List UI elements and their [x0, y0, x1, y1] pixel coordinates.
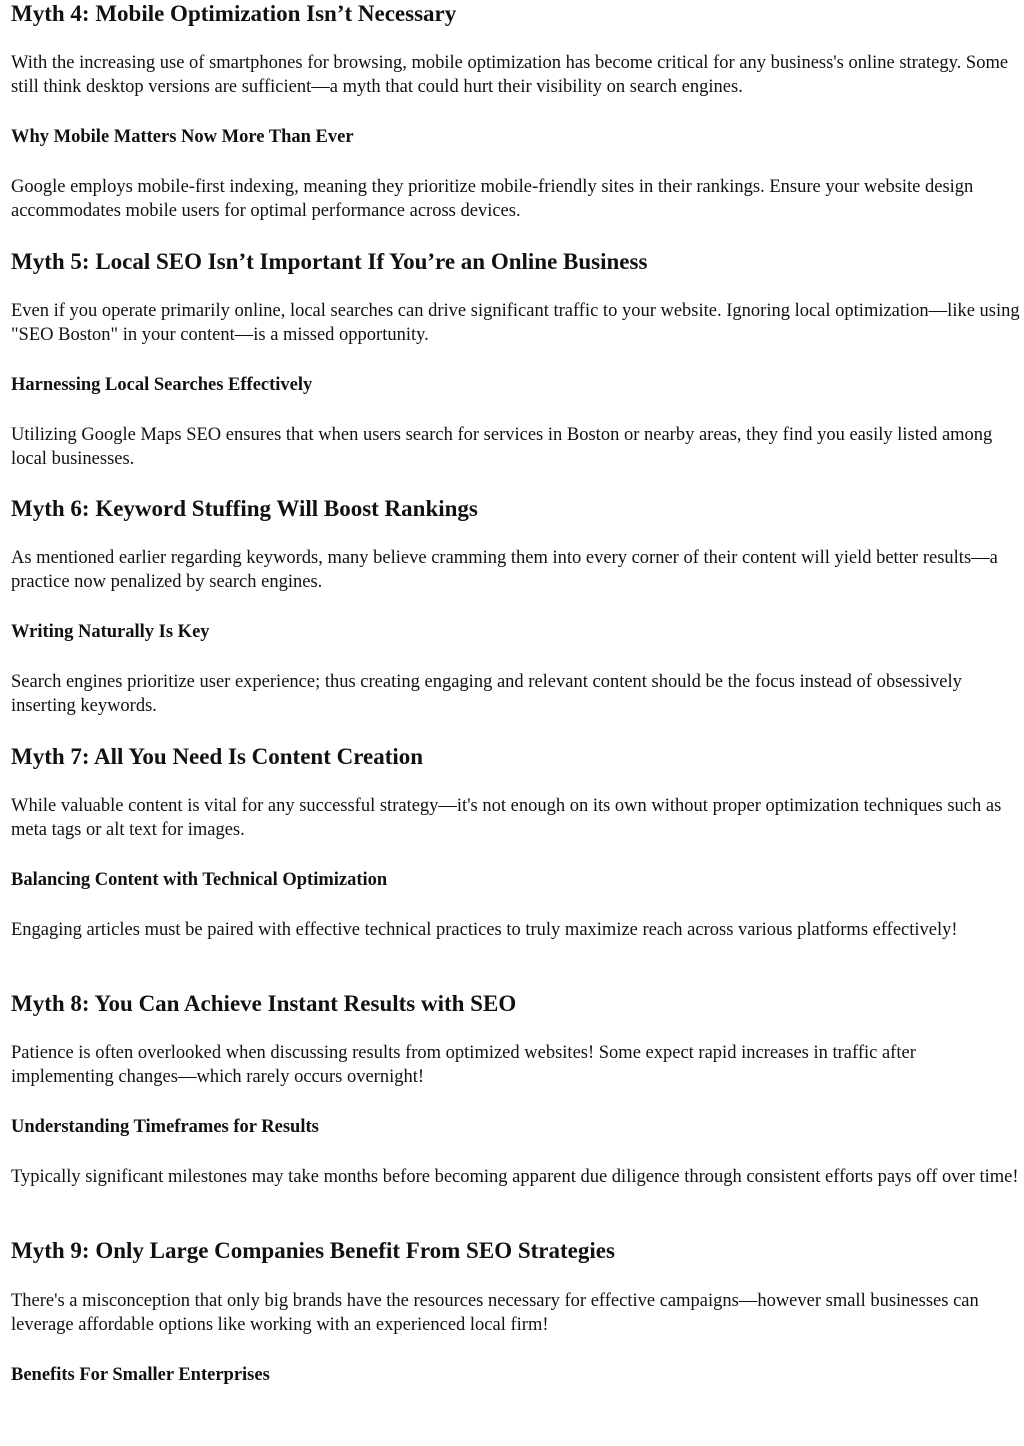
paragraph: There's a misconception that only big brands have the resources necessary for effective campaigns—however small businesses can leverage affordable options like working with an experienced local firm! — [11, 1291, 979, 1335]
section-heading: Myth 6: Keyword Stuffing Will Boost Rankings — [11, 496, 478, 521]
paragraph: Even if you operate primarily online, local searches can drive significant traffic to your website. Ignoring local optimization—like using "SEO Boston" in your content—is a missed opportunity. — [11, 301, 1020, 345]
subsection-heading: Harnessing Local Searches Effectively — [11, 375, 313, 395]
paragraph: Google employs mobile-first indexing, meaning they prioritize mobile-friendly sites in their rankings. Ensure your website design accommodates mobile users for optimal performance across devices. — [11, 177, 974, 221]
section-heading: Myth 7: All You Need Is Content Creation — [11, 744, 424, 769]
paragraph: Search engines prioritize user experience; thus creating engaging and relevant content should be the focus instead of obsessively inserting keywords. — [11, 672, 962, 716]
subsection-heading: Why Mobile Matters Now More Than Ever — [11, 127, 354, 147]
subsection-heading: Benefits For Smaller Enterprises — [11, 1365, 270, 1385]
paragraph: Utilizing Google Maps SEO ensures that when users search for services in Boston or nearby areas, they find you easily listed among local businesses. — [11, 425, 993, 469]
section-heading: Myth 8: You Can Achieve Instant Results with SEO — [11, 991, 517, 1016]
paragraph: Engaging articles must be paired with effective technical practices to truly maximize reach across various platforms effectively! — [11, 920, 958, 940]
subsection-heading: Understanding Timeframes for Results — [11, 1117, 319, 1137]
paragraph: While valuable content is vital for any successful strategy—it's not enough on its own without proper optimization techniques such as meta tags or alt text for images. — [11, 796, 1002, 840]
subsection-heading: Writing Naturally Is Key — [11, 622, 210, 642]
paragraph: With the increasing use of smartphones for browsing, mobile optimization has become critical for any business's online strategy. Some still think desktop versions are sufficient—a myth that could hurt their visibility on search engines. — [11, 53, 1009, 97]
paragraph: Patience is often overlooked when discussing results from optimized websites! Some expect rapid increases in traffic after implementing changes—which rarely occurs overnight! — [11, 1043, 916, 1087]
section-heading: Myth 5: Local SEO Isn’t Important If You’re an Online Business — [11, 249, 648, 274]
subsection-heading: Balancing Content with Technical Optimization — [11, 870, 388, 890]
paragraph: Typically significant milestones may take months before becoming apparent due diligence through consistent efforts pays off over time! — [11, 1167, 1019, 1187]
section-heading: Myth 4: Mobile Optimization Isn’t Necessary — [11, 1, 457, 26]
section-heading: Myth 9: Only Large Companies Benefit From SEO Strategies — [11, 1238, 615, 1263]
paragraph: As mentioned earlier regarding keywords, many believe cramming them into every corner of their content will yield better results—a practice now penalized by search engines. — [11, 548, 998, 592]
